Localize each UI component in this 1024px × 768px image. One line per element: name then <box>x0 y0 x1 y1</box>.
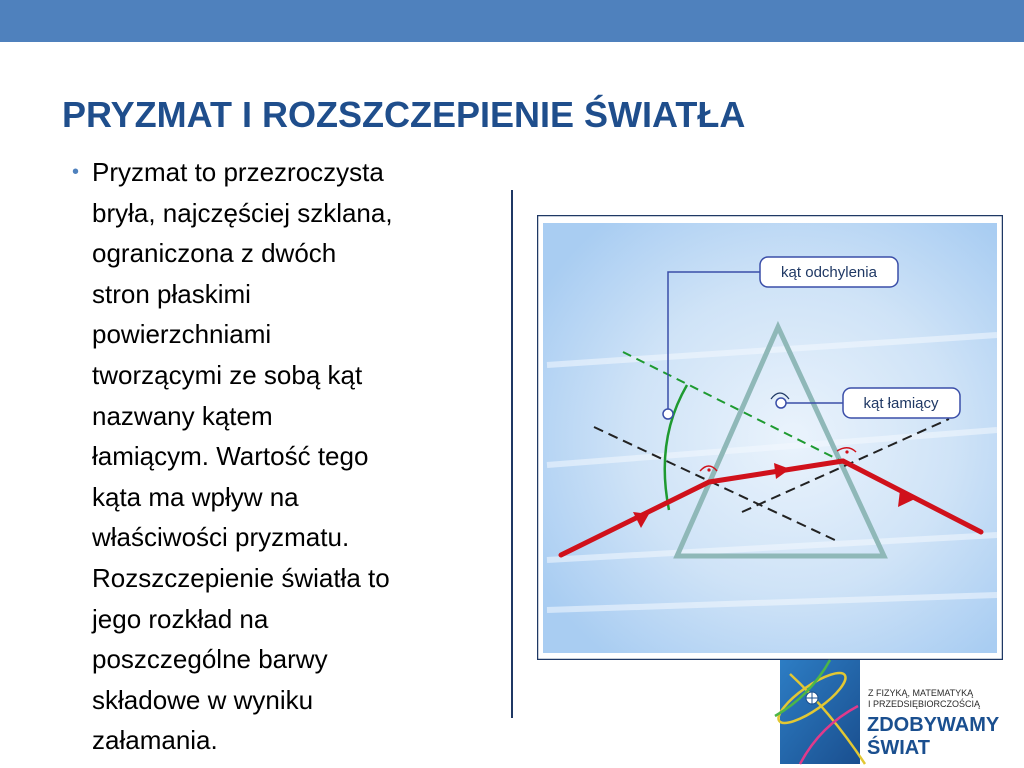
text-line: składowe w wyniku <box>92 684 314 715</box>
bullet-text <box>72 152 502 761</box>
slide-title: PRYZMAT I ROZSZCZEPIENIE ŚWIATŁA <box>62 94 746 135</box>
text-line: tworzącymi ze sobą kąt <box>92 359 363 390</box>
callout-dot <box>663 409 673 419</box>
logo-text-line2: I PRZEDSIĘBIORCZOŚCIĄ <box>868 699 981 709</box>
prism-diagram <box>537 215 1003 660</box>
text-line: jego rozkład na <box>92 603 269 634</box>
text-line: łamiącym. Wartość tego <box>92 441 369 472</box>
logo-text-line3: ZDOBYWAMY <box>867 714 1000 736</box>
callout-dot <box>776 398 786 408</box>
marker-dot <box>707 468 710 471</box>
text-line: ograniczona z dwóch <box>92 238 337 269</box>
bullet-icon: • <box>72 161 80 183</box>
text-line: stron płaskimi <box>92 278 251 309</box>
bullet-paragraph <box>92 152 502 761</box>
refracting-label: kąt łamiący <box>863 395 939 412</box>
logo-text-line4: ŚWIAT <box>867 737 930 759</box>
text-line: powierzchniami <box>92 319 272 350</box>
text-line: właściwości pryzmatu. <box>92 522 350 553</box>
logo-text-line1: Z FIZYKĄ, MATEMATYKĄ <box>868 688 974 698</box>
divider-line <box>511 190 513 718</box>
text-line: Pryzmat to przezroczysta <box>92 157 384 187</box>
text-line: załamania. <box>92 725 218 756</box>
project-logo <box>770 656 1024 768</box>
marker-dot <box>845 450 848 453</box>
text-line: Rozszczepienie światła to <box>92 562 390 593</box>
deviation-label: kąt odchylenia <box>781 264 877 281</box>
text-line: poszczególne barwy <box>92 644 328 675</box>
text-line: bryła, najczęściej szklana, <box>92 197 393 228</box>
top-bar <box>0 0 1024 42</box>
text-line: kąta ma wpływ na <box>92 481 299 512</box>
text-line: nazwany kątem <box>92 400 273 431</box>
